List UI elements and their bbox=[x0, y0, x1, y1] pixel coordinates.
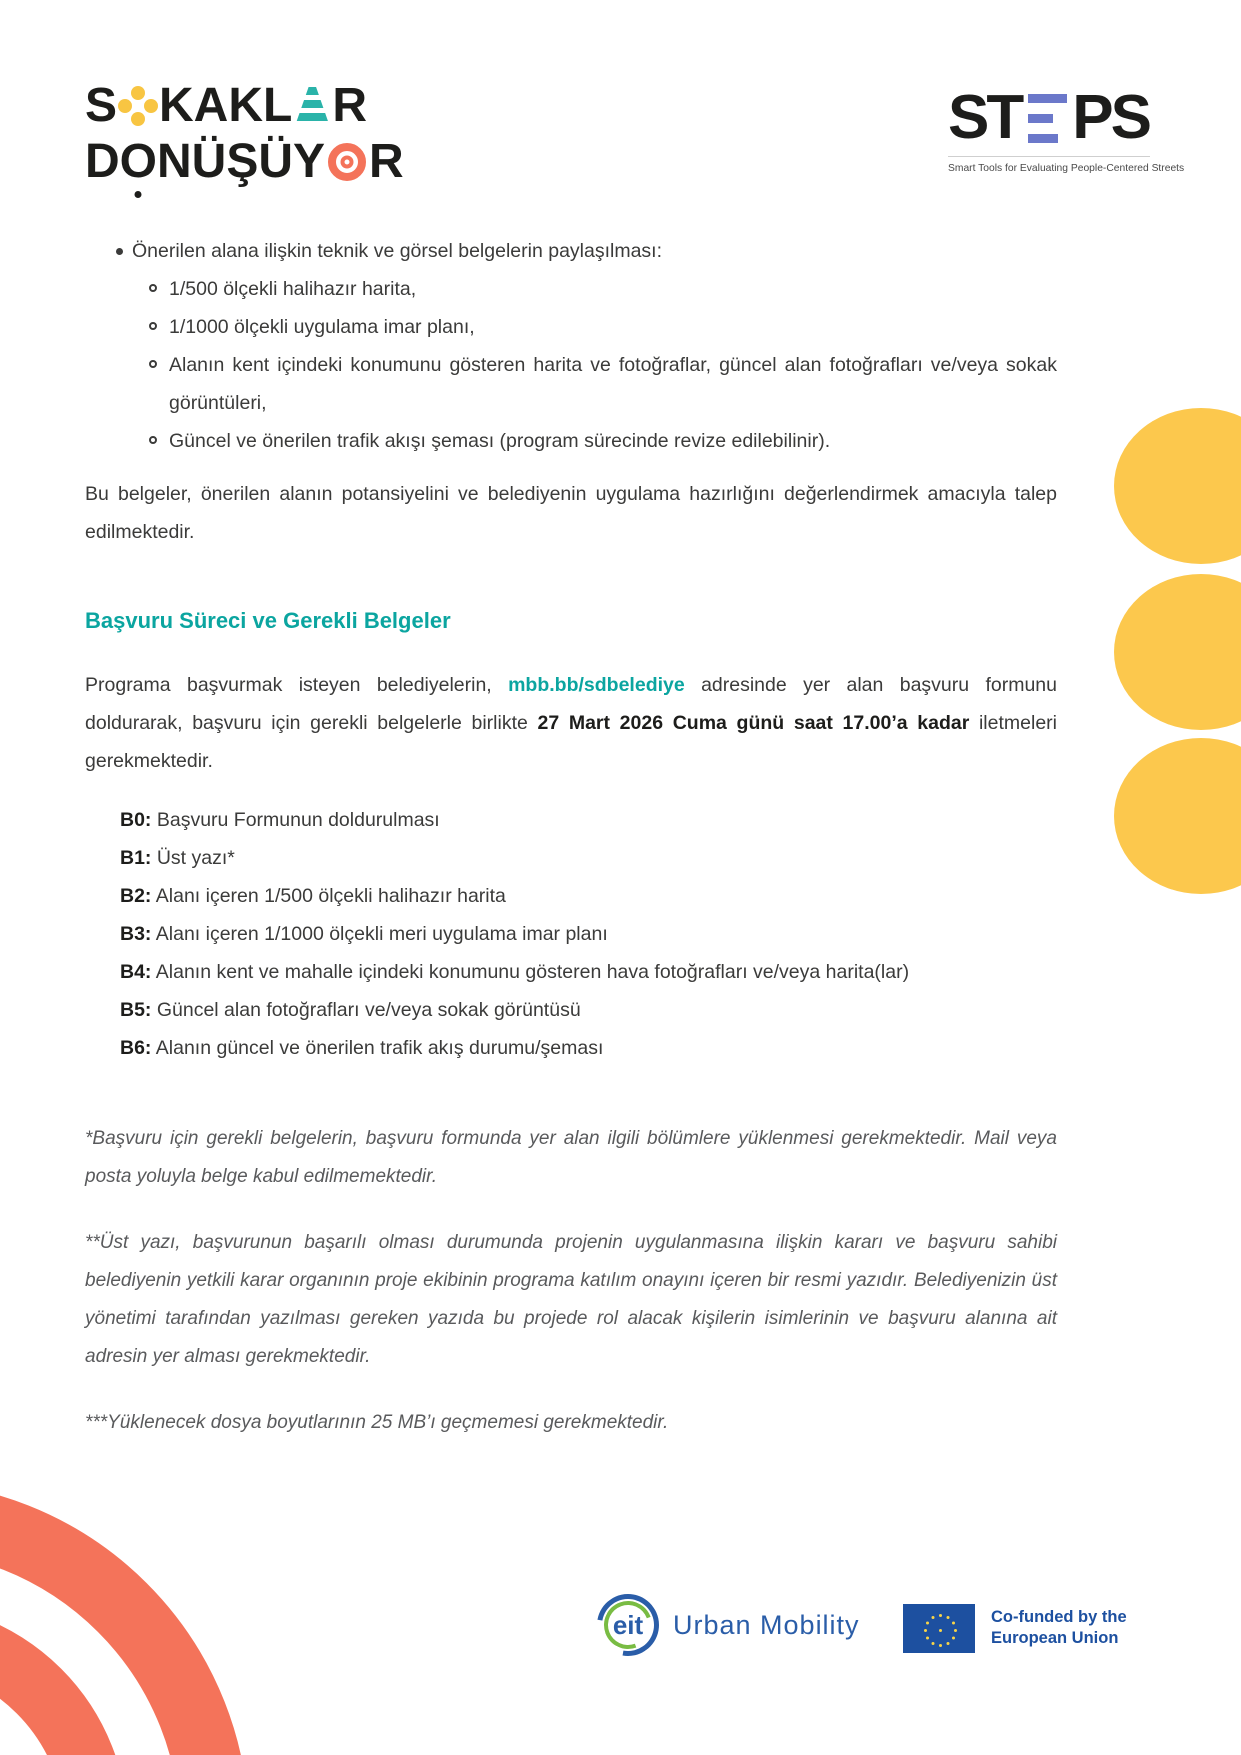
yellow-circle-decoration bbox=[1114, 408, 1241, 564]
urban-mobility-label: Urban Mobility bbox=[673, 1609, 860, 1640]
item-code: B3: bbox=[120, 923, 152, 945]
sub-bullet-item: Alanın kent içindeki konumunu gösteren harita ve fotoğraflar, güncel alan fotoğrafları ve/veya sokak görüntüleri, bbox=[85, 346, 1057, 422]
logo-text: KAKL bbox=[159, 79, 293, 132]
logo-text: ST bbox=[948, 83, 1022, 152]
item-text: Güncel alan fotoğrafları ve/veya sokak görüntüsü bbox=[151, 999, 581, 1021]
traffic-cone-icon bbox=[295, 87, 329, 125]
logo-text: PS bbox=[1072, 83, 1149, 152]
paragraph-text: Programa başvurmak isteyen belediyelerin, bbox=[85, 674, 509, 696]
paragraph-documents-purpose: Bu belgeler, önerilen alanın potansiyelini ve belediyenin uygulama hazırlığını değerlendirmek amacıyla talep edilmektedir. bbox=[85, 483, 1057, 543]
logo-line-1 bbox=[85, 78, 404, 134]
item-code: B5: bbox=[120, 999, 152, 1021]
paragraph-text: adresinde yer alan başvuru formunu doldurarak, başvuru için gerekli belgelerle birlikte bbox=[85, 674, 1057, 734]
logo-text: R bbox=[332, 79, 367, 132]
logo-text: D bbox=[85, 135, 120, 188]
item-code: B4: bbox=[120, 961, 152, 983]
item-text: Alanın güncel ve önerilen trafik akış durumu/şeması bbox=[151, 1037, 604, 1059]
list-item-b1 bbox=[120, 839, 1057, 877]
bullet-item: Önerilen alana ilişkin teknik ve görsel belgelerin paylaşılması: bbox=[85, 232, 1057, 270]
eu-flag-icon bbox=[903, 1604, 975, 1653]
section-heading-application-process: Başvuru Süreci ve Gerekli Belgeler bbox=[85, 608, 451, 633]
list-item-b0 bbox=[120, 801, 1057, 839]
list-item-b5 bbox=[120, 991, 1057, 1029]
document-body bbox=[85, 232, 1057, 1442]
item-text: Başvuru Formunun doldurulması bbox=[151, 809, 440, 831]
eu-cofunded-logo bbox=[903, 1604, 1127, 1653]
eu-stars-icon bbox=[939, 1629, 942, 1632]
logo-text: NÜŞÜY bbox=[157, 135, 326, 188]
paragraph-application-instructions bbox=[85, 666, 1057, 780]
yellow-circle-decoration bbox=[1114, 574, 1241, 730]
eu-label-line1: Co-funded by the bbox=[991, 1608, 1127, 1626]
sub-bullet-list bbox=[85, 270, 1057, 460]
target-circle-icon bbox=[328, 143, 366, 181]
logo-line-2 bbox=[85, 134, 404, 190]
item-text: Üst yazı* bbox=[151, 847, 235, 869]
footnote-file-size: ***Yüklenecek dosya boyutlarının 25 MB’ı geçmemesi gerekmektedir. bbox=[85, 1412, 669, 1433]
logo-text: R bbox=[369, 135, 404, 188]
footnote-official-letter: **Üst yazı, başvurunun başarılı olması durumunda projenin uygulanmasına ilişkin kararı ve başvuru sahibi belediyenin yetkili karar organının proje ekibinin programa katılım onayını içeren bir resmi yazıdır. Belediyenizin üst yönetimi tarafından yazılması gereken yazıda bu projede rol alacak kişilerin isimlerinin ve başvuru alanına ait adresin yer alması gerekmektedir. bbox=[85, 1232, 1057, 1367]
list-item-b6 bbox=[120, 1029, 1057, 1067]
item-code: B6: bbox=[120, 1037, 152, 1059]
eit-text: eit bbox=[612, 1609, 644, 1640]
steps-wordmark bbox=[948, 83, 1150, 152]
eit-urban-mobility-logo bbox=[597, 1594, 860, 1656]
required-documents-list bbox=[120, 801, 1057, 1067]
deadline-text: 27 Mart 2026 Cuma günü saat 17.00’a kadar bbox=[537, 712, 970, 734]
application-url-link[interactable]: mbb.bb/sdbelediye bbox=[508, 674, 685, 696]
list-item-b2 bbox=[120, 877, 1057, 915]
eu-label-line2: European Union bbox=[991, 1629, 1119, 1647]
main-bullet-list bbox=[85, 232, 1057, 270]
item-text: Alanı içeren 1/500 ölçekli halihazır harita bbox=[151, 885, 506, 907]
item-code: B2: bbox=[120, 885, 152, 907]
steps-e-bars-icon bbox=[1028, 94, 1067, 143]
item-code: B0: bbox=[120, 809, 152, 831]
eit-circle-icon bbox=[597, 1594, 659, 1656]
footnote-upload-requirement: *Başvuru için gerekli belgelerin, başvuru formunda yer alan ilgili bölümlere yüklenmesi gerekmektedir. Mail veya posta yoluyla belge kabul edilmemektedir. bbox=[85, 1128, 1057, 1187]
yellow-circle-decoration bbox=[1114, 738, 1241, 894]
logo-text: O bbox=[119, 135, 158, 188]
item-text: Alanın kent ve mahalle içindeki konumunu gösteren hava fotoğrafları ve/veya harita(lar) bbox=[151, 961, 910, 983]
sokaklar-donusuyor-logo bbox=[85, 78, 404, 190]
flower-dots-icon bbox=[120, 88, 156, 124]
eu-cofunded-label bbox=[991, 1604, 1127, 1649]
steps-tagline: Smart Tools for Evaluating People-Centered Streets bbox=[948, 156, 1150, 174]
steps-logo bbox=[948, 83, 1185, 174]
sub-bullet-item: 1/1000 ölçekli uygulama imar planı, bbox=[85, 308, 1057, 346]
paragraph-text: iletmeleri gerekmektedir. bbox=[85, 712, 1057, 772]
list-item-b4 bbox=[120, 953, 1057, 991]
logo-text: S bbox=[85, 79, 118, 132]
item-text: Alanı içeren 1/1000 ölçekli meri uygulama imar planı bbox=[151, 923, 608, 945]
sub-bullet-item: Güncel ve önerilen trafik akışı şeması (program sürecinde revize edilebilinir). bbox=[85, 422, 1057, 460]
sub-bullet-item: 1/500 ölçekli halihazır harita, bbox=[85, 270, 1057, 308]
list-item-b3 bbox=[120, 915, 1057, 953]
item-code: B1: bbox=[120, 847, 152, 869]
